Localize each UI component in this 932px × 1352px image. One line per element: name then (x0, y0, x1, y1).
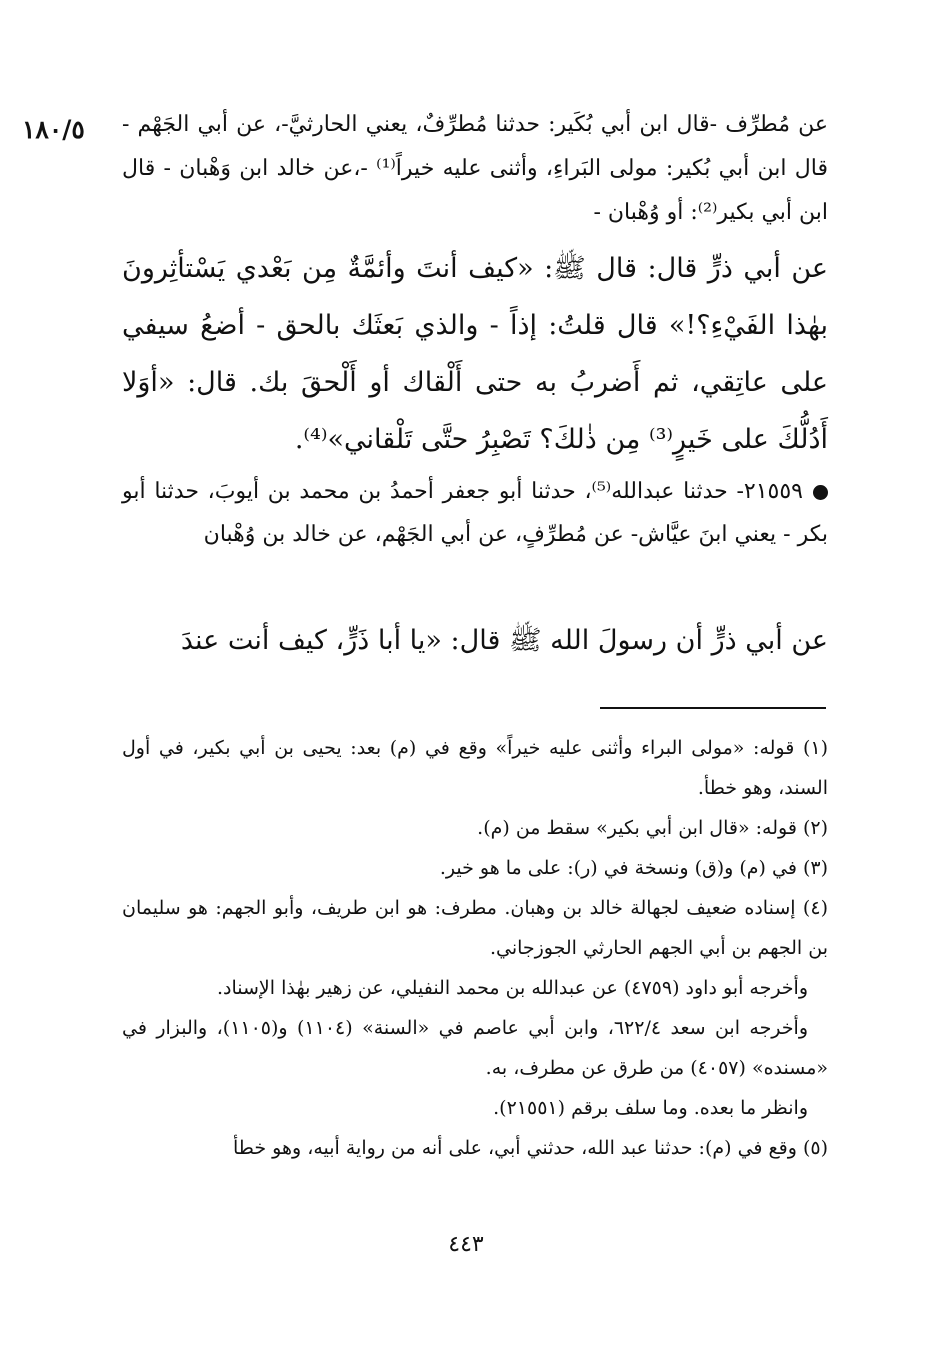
footnote-1: (١) قوله: «مولى البراء وأثنى عليه خيراً» وقع في (م) بعد: يحيى بن أبي بكير، في أول السند، وهو خطأ. (122, 737, 828, 799)
footnote-3: (٣) في (م) و(ق) ونسخة في (ر): على ما هو خير. (439, 857, 828, 879)
hadith-isnad-text: ٢١٥٥٩- حدثنا عبدالله⁽⁵⁾، حدثنا أبو جعفر أحمدُ بن محمد بن أيوبَ، حدثنا أبو بكر - يعني ابنَ عيَّاش- عن مُطرِّفٍ، عن أبي الجَهْم، عن خالد بن وُهْبان (122, 479, 828, 547)
footnote-4-continuation-1: وأخرجه أبو داود (٤٧٥٩) عن عبدالله بن محمد النفيلي، عن زهير بهٰذا الإسناد. (216, 977, 808, 999)
footnote-5: (٥) وقع في (م): حدثنا عبد الله، حدثني أبي، على أنه من رواية أبيه، وهو خطأ (233, 1137, 828, 1159)
page-number: ٤٤٣ (448, 1232, 484, 1257)
footnote-2: (٢) قوله: «قال ابن أبي بكير» سقط من (م). (477, 817, 828, 839)
hadith-text-continuation: عن أبي ذرٍّ أن رسولَ الله ﷺ قال: «يا أبا ذَرٍّ، كيف أنت عندَ (180, 625, 828, 656)
footnote-4-continuation-2: وأخرجه ابن سعد ٦٢٢/٤، وابن أبي عاصم في «السنة» (١١٠٤) و(١١٠٥)، والبزار في «مسنده» (٤٠٥٧) من طرق عن مطرف، به. (122, 1017, 828, 1079)
footnote-divider (600, 707, 826, 709)
hadith-text-paragraph: عن أبي ذرٍّ قال: قال ﷺ: «كيف أنتَ وأئمَّةٌ مِن بَعْدي يَسْتأثِرونَ بهٰذا الفَيْءِ؟!» قال قلتُ: إذاً - والذي بَعثَك بالحق - أضعُ سيفي على عاتِقي، ثم أَضربُ به حتى أَلْقاك أو أَلْحقَ بك. قال: «أوَلا أَدُلُّكَ على خَيرٍ⁽³⁾ مِن ذٰلكَ؟ تَصْبِرُ حتَّى تَلْقاني»⁽⁴⁾. (122, 253, 828, 455)
bullet-icon (813, 485, 828, 500)
hadith-entry (122, 470, 828, 556)
footnote-4-continuation-3: وانظر ما بعده. وما سلف برقم (٢١٥٥١). (493, 1097, 808, 1119)
isnad-paragraph: عن مُطرِّف -قال ابن أبي بُكَير: حدثنا مُطرِّفٌ، يعني الحارثيَّ-، عن أبي الجَهْم - قال ابن أبي بُكير: مولى البَراءِ، وأثنى عليه خيراً⁽¹⁾ -،عن خالد ابن وَهْبان - قال ابن أبي بكير⁽²⁾: أو وُهْبان - (122, 112, 829, 225)
footnotes-section (122, 728, 828, 1168)
footnote-4: (٤) إسناده ضعيف لجهالة خالد بن وهبان. مطرف: هو ابن طريف، وأبو الجهم: هو سليمان بن الجهم بن أبي الجهم الحارثي الجوزجاني. (122, 897, 828, 959)
margin-reference: ١٨٠/٥ (22, 115, 85, 144)
